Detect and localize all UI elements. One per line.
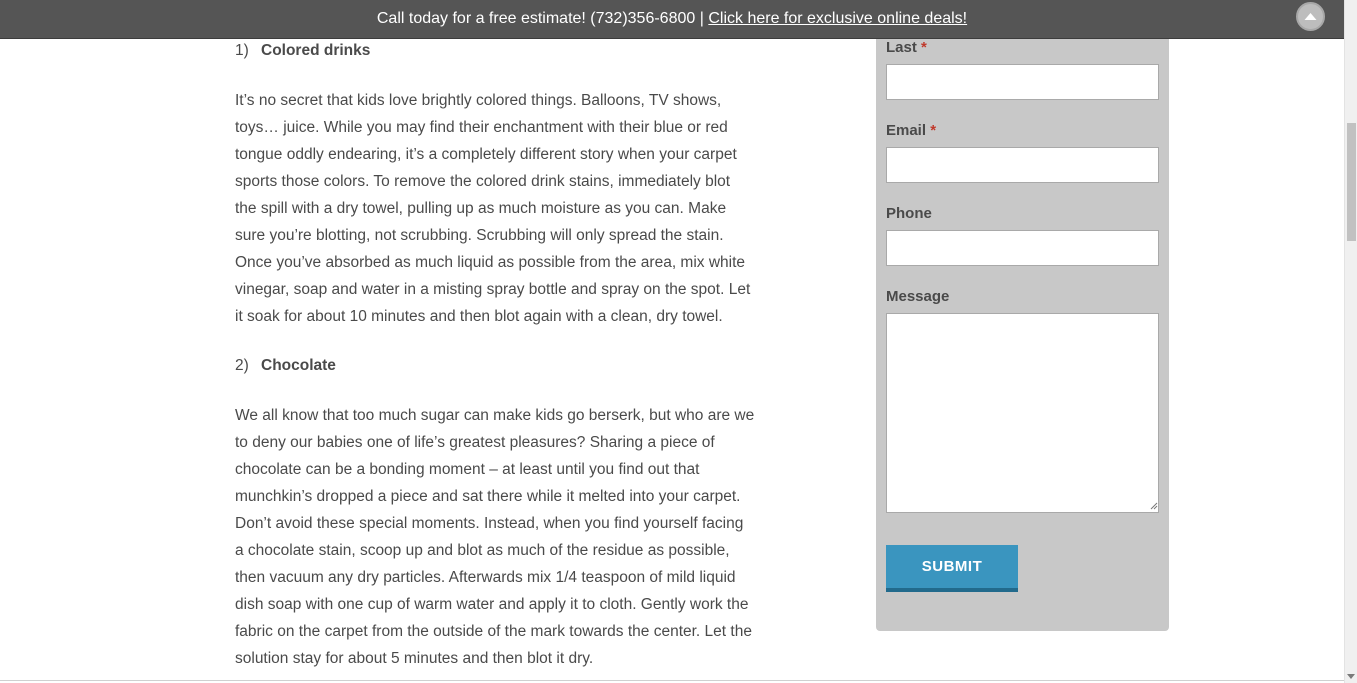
- section-paragraph: It’s no secret that kids love brightly colored things. Balloons, TV shows, toys… juice. While you may find their enchantment with their blue or red tongue oddly endearing, it’s a completely different story when your carpet sports those colors. To remove the colored drink stains, immediately blot the spill with a dry towel, pulling up as much moisture as you can. Make sure you’re blotting, not scrubbing. Scrubbing will only spread the stain. Once you’ve absorbed as much liquid as possible from the area, mix white vinegar, soap and water in a misting spray bottle and spray on the spot. Let it soak for about 10 minutes and then blot again with a clean, dry towel.: [235, 92, 751, 325]
- last-name-label: [886, 39, 927, 56]
- scroll-down-arrow-icon[interactable]: [1347, 674, 1355, 679]
- contact-form: [876, 39, 1169, 631]
- submit-button[interactable]: SUBMIT: [886, 545, 1018, 592]
- section-title: Colored drinks: [261, 42, 371, 59]
- email-label-text: Email: [886, 122, 927, 139]
- announcement-bar: [0, 0, 1344, 39]
- section-number: 1): [235, 42, 249, 59]
- chevron-up-icon: [1303, 10, 1318, 22]
- message-label: Message: [886, 288, 950, 305]
- email-label: [886, 122, 936, 139]
- message-textarea[interactable]: [886, 313, 1159, 513]
- online-deals-link[interactable]: Click here for exclusive online deals!: [708, 10, 968, 27]
- section-title: Chocolate: [261, 357, 336, 374]
- last-name-label-text: Last: [886, 39, 917, 56]
- section-number: 2): [235, 357, 249, 374]
- required-marker: *: [930, 122, 937, 139]
- phone-label: Phone: [886, 205, 932, 222]
- section-paragraph: We all know that too much sugar can make kids go berserk, but who are we to deny our babies one of life’s greatest pleasures? Sharing a piece of chocolate can be a bonding moment – at least until you find out that munchkin’s dropped a piece and sat there while it melted into your carpet. Don’t avoid these special moments. Instead, when you find yourself facing a chocolate stain, scoop up and blot as much of the residue as possible, then vacuum any dry particles. Afterwards mix 1/4 teaspoon of mild liquid dish soap with one cup of warm water and apply it to cloth. Gently work the fabric on the carpet from the outside of the mark towards the center. Let the solution stay for about 5 minutes and then blot it dry.: [235, 407, 755, 667]
- section-heading: [235, 40, 370, 62]
- scroll-to-top-button[interactable]: [1296, 2, 1325, 31]
- required-marker: *: [921, 39, 927, 56]
- page-scrollbar[interactable]: [1344, 0, 1357, 683]
- last-name-input[interactable]: [886, 64, 1159, 100]
- announcement-text: Call today for a free estimate! (732)356-6800 |: [376, 10, 709, 27]
- scrollbar-thumb[interactable]: [1347, 123, 1356, 241]
- email-input[interactable]: [886, 147, 1159, 183]
- phone-input[interactable]: [886, 230, 1159, 266]
- section-heading: [235, 355, 336, 377]
- resize-grip-icon[interactable]: [1150, 502, 1158, 510]
